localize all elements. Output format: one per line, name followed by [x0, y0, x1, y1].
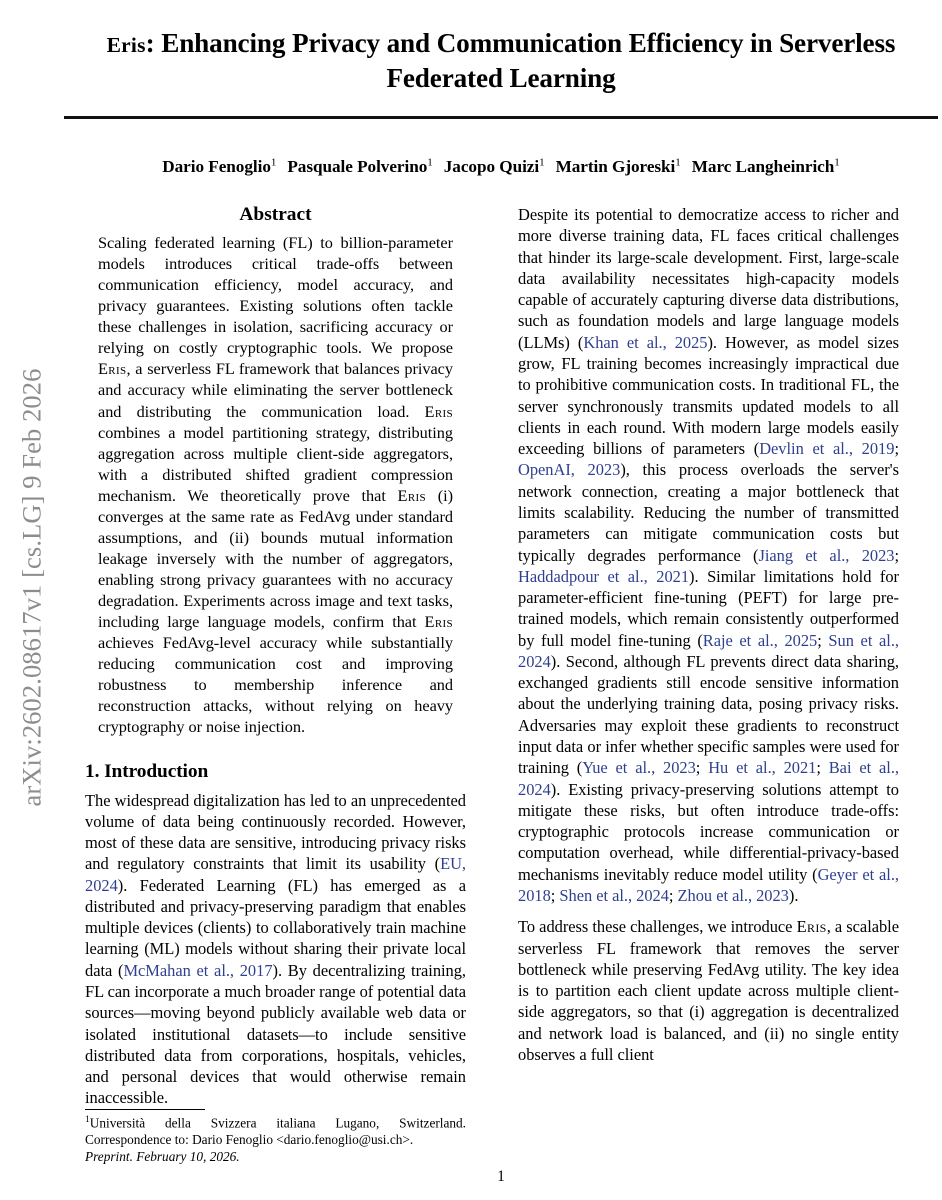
intro-p2-text-d: ). Similar limitations hold for parameter-efficient fine-tuning (PEFT) for large pre-trained models, which remain consistently outperformed by full model fine-tuning ( [518, 566, 899, 650]
two-column-body [62, 204, 940, 1174]
author-name: Marc Langheinrich [691, 157, 835, 177]
introduction-heading: 1. Introduction [85, 760, 209, 782]
intro-p1-text-b: ). Federated Learning (FL) has emerged as a distributed and privacy-preserving paradigm that enables multiple devices (clients) to collaboratively train machine learning (ML) models without sharing their private local data ( [85, 875, 466, 980]
footnote-block [85, 1109, 466, 1165]
arxiv-stamp [0, 0, 58, 1200]
intro-p2-text-c: ), this process overloads the server's network connection, creating a major bottleneck that limits scalability. Reducing the number of transmitted parameters can mitigate communication costs but typically degrades performance ( [518, 460, 899, 565]
paper-page [62, 0, 940, 1200]
citation-separator: ; [894, 439, 899, 459]
citation-separator: ; [894, 545, 899, 565]
abstract-text-1: Scaling federated learning (FL) to billion-parameter models introduces critical trade-offs between communication efficiency, model accuracy, and privacy guarantees. Existing solutions often tackle these challenges in isolation, sacrificing accuracy or relying on costly cryptographic tools. We propose [98, 233, 453, 358]
left-column [85, 204, 466, 1119]
citation-mcmahan-2017[interactable]: McMahan et al., 2017 [123, 960, 273, 980]
citation-jiang-2023[interactable]: Jiang et al., 2023 [758, 545, 895, 565]
intro-p2-text-a: Despite its potential to democratize access to richer and more diverse training data, FL faces critical challenges that hinder its large-scale development. First, large-scale data availability necessitates high-capacity models capable of accurately capturing diverse data distributions, such as foundation models and large language models (LLMs) ( [518, 205, 899, 352]
footnote-mark: 1 [85, 1115, 90, 1125]
footnote-body: Università della Svizzera italiana Lugano, Switzerland. Correspondence to: Dario Fenoglio <dario.fenoglio@usi.ch>. [85, 1115, 466, 1148]
abstract-text-2: , a serverless FL framework that balances privacy and accuracy while eliminating the server bottleneck and distributing the communication load. [98, 359, 453, 421]
page-title [62, 0, 940, 97]
intro-p2-text-b: ). However, as model sizes grow, FL training becomes increasingly impractical due to prohibitive communication costs. In traditional FL, the server synchronously transmits updated models to all clients in each round. With modern large models easily exceeding billions of parameters ( [518, 332, 899, 459]
citation-separator: ; [816, 758, 829, 778]
abstract-text-4: (i) converges at the same rate as FedAvg under standard assumptions, and (ii) bounds mutual information leakage inversely with the number of aggregators, enabling strong privacy guarantees with no accuracy degradation. Experiments across image and text tasks, including large language models, confirm that [98, 485, 453, 632]
footnote-text [85, 1115, 466, 1149]
citation-devlin-2019[interactable]: Devlin et al., 2019 [759, 439, 895, 459]
intro-p3-text-b: , a scalable serverless FL framework that removes the server bottleneck while preserving FedAvg utility. The key idea is to partition each client update across multiple client-side aggregators, so that (i) aggregation is decentralized and network load is balanced, and (ii) no single entity observes a full client [518, 917, 899, 1064]
introduction-paragraph-2 [518, 204, 899, 906]
abstract-eris-2: Eris [424, 401, 453, 421]
introduction-paragraph-3 [518, 916, 899, 1065]
preprint-notice: Preprint. February 10, 2026. [85, 1148, 240, 1164]
author-name: Dario Fenoglio [162, 157, 271, 177]
citation-openai-2023[interactable]: OpenAI, 2023 [518, 460, 621, 480]
author-affiliation-mark: 1 [834, 156, 840, 169]
intro-p1-text-a: The widespread digitalization has led to an unprecedented volume of data being continuously recorded. However, most of these data are sensitive, introducing privacy risks and regulatory constraints that limit its usability ( [85, 790, 466, 874]
citation-yue-2023[interactable]: Yue et al., 2023 [582, 758, 696, 778]
intro-p2-text-f: ). Existing privacy-preserving solutions attempt to mitigate these risks, but often introduce trade-offs: cryptographic protocols increase communication or computation overhead, while differential-privacy-based mechanisms inevitably reduce model utility ( [518, 779, 899, 884]
intro-p3-eris: Eris [796, 917, 827, 937]
citation-haddadpour-2021[interactable]: Haddadpour et al., 2021 [518, 566, 690, 586]
author-list [62, 119, 940, 178]
abstract-eris-4: Eris [424, 612, 453, 632]
citation-bai-2024[interactable]: Bai et al., 2024 [518, 758, 899, 799]
author-entry [162, 157, 276, 176]
abstract-body [98, 232, 453, 738]
citation-sun-2024[interactable]: Sun et al., 2024 [518, 630, 899, 671]
citation-raje-2025[interactable]: Raje et al., 2025 [702, 630, 818, 650]
page-number: 1 [497, 1168, 505, 1185]
abstract-paragraph [98, 232, 453, 738]
intro-p1-text-c: ). By decentralizing training, FL can incorporate a much broader range of potential data sources—moving beyond publicly available web data or isolated institutional datasets—to include sensitive distributed data from corporations, hospitals, vehicles, and personal devices that would otherwise remain inaccessible. [85, 960, 467, 1108]
citation-separator: ; [695, 758, 709, 778]
author-name: Jacopo Quizi [443, 157, 540, 177]
citation-geyer-2018[interactable]: Geyer et al., 2018 [518, 864, 899, 905]
author-entry [692, 157, 840, 176]
author-affiliation-mark: 1 [675, 156, 681, 169]
abstract-eris-1: Eris [98, 359, 127, 379]
introduction-paragraph-1 [85, 790, 466, 1109]
title-smallcaps-prefix: Eris [106, 33, 146, 57]
abstract-eris-3: Eris [397, 485, 427, 505]
citation-shen-2024[interactable]: Shen et al., 2024 [559, 886, 669, 905]
author-entry [444, 157, 545, 176]
abstract-text-3: combines a model partitioning strategy, distributing aggregation across multiple client-side aggregators, with a distributed shifted gradient compression mechanism. We theoretically prove that [98, 422, 453, 505]
intro-p2-text-e: ). Second, although FL prevents direct data sharing, exchanged gradients still encode sensitive information about the underlying training data, posing privacy risks. Adversaries may exploit these gradients to reconstruct input data or infer whether specific samples were used for training ( [518, 651, 899, 778]
abstract-heading: Abstract [239, 204, 312, 225]
author-affiliation-mark: 1 [539, 156, 545, 169]
citation-separator: ; [817, 630, 829, 650]
author-affiliation-mark: 1 [270, 156, 277, 169]
intro-p2-text-g: ). [788, 886, 799, 905]
right-column [518, 204, 899, 1075]
citation-eu-2024[interactable]: EU, 2024 [85, 854, 466, 895]
citation-khan-2025[interactable]: Khan et al., 2025 [583, 332, 708, 352]
author-entry [287, 157, 432, 176]
title-rest: : Enhancing Privacy and Communication Efficiency in Serverless Federated Learning [145, 28, 896, 94]
introduction-section [85, 761, 466, 1109]
author-affiliation-mark: 1 [427, 156, 433, 169]
citation-separator: ; [668, 886, 678, 905]
author-entry [556, 157, 681, 176]
footnote-divider [85, 1109, 205, 1110]
citation-separator: ; [550, 886, 560, 905]
abstract-text-5: achieves FedAvg-level accuracy while substantially reducing communication cost and improving robustness to membership inference and reconstruction attacks, without relying on heavy cryptography or noise injection. [98, 633, 453, 737]
intro-p3-text-a: To address these challenges, we introduce [518, 917, 797, 937]
citation-hu-2021[interactable]: Hu et al., 2021 [708, 758, 817, 778]
arxiv-stamp-text: arXiv:2602.08617v1 [cs.LG] 9 Feb 2026 [16, 368, 47, 807]
author-name: Martin Gjoreski [555, 157, 676, 177]
author-name: Pasquale Polverino [287, 157, 428, 177]
citation-zhou-2023[interactable]: Zhou et al., 2023 [677, 886, 789, 905]
abstract-section [85, 204, 466, 738]
